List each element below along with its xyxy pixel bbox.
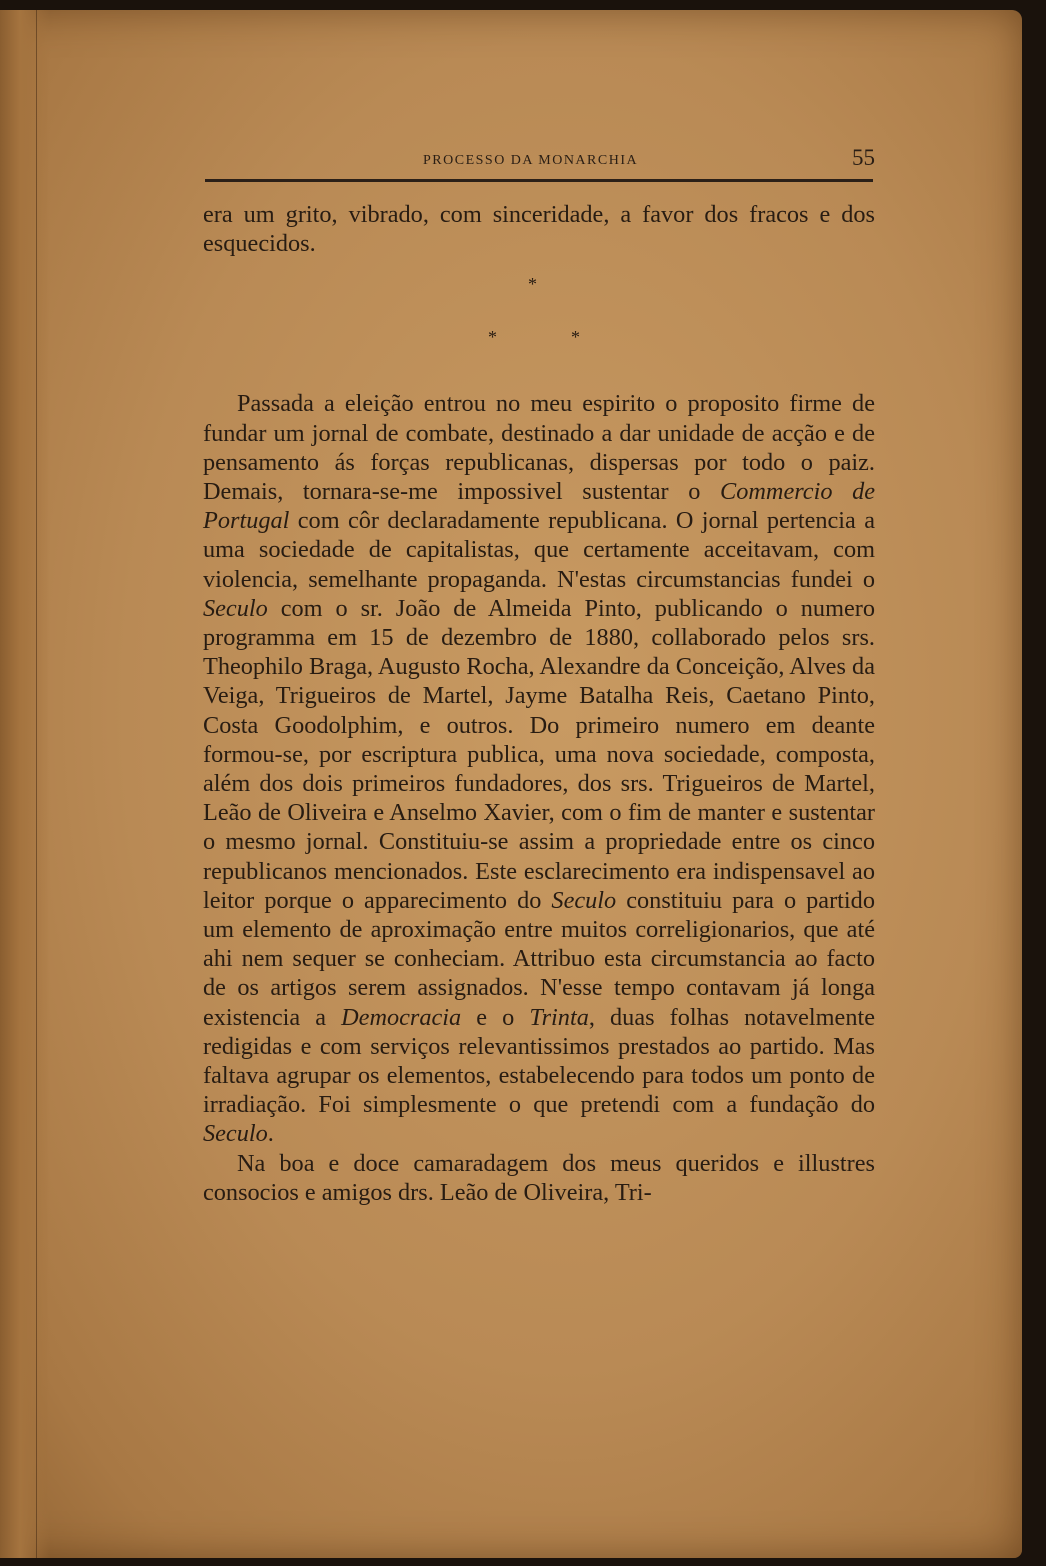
italic-title: Commercio de Portugal [203,478,875,535]
italic-title: Seculo [203,1120,268,1148]
paragraph-main [203,389,875,1148]
gutter-fold-line [36,10,37,1558]
text-run: Passada a eleição entrou no meu espirito o proposito firme de fundar um jornal de combate, destinado a dar unidade de acção e de pensamento ás forças republicanas, dispersas por todo o paiz. Demais, tornara-se-me impossivel sustentar o [203,390,875,506]
asterisk-left: * [488,327,497,348]
text-run: e o [461,1003,530,1031]
paragraph-continuation: era um grito, vibrado, com sinceridade, a favor dos fracos e dos esquecidos. [203,201,875,258]
paragraph-final: Na boa e doce camaradagem dos meus queridos e illustres consocios e amigos drs. Leão de Oliveira, Tri- [203,1149,875,1206]
header-rule [205,179,873,182]
text-run: , duas folhas notavelmente redigidas e com serviços relevantissimos prestados ao partido. Mas faltava agrupar os elementos, estabelecendo para todos um ponto de irradiação. Foi simplesmente o que pretendi com a fundação do [203,1003,875,1119]
italic-title: Trinta [529,1003,589,1031]
asterism-separator [203,258,875,389]
italic-title: Seculo [203,594,268,622]
text-run: . [267,1120,274,1148]
italic-title: Democracia [341,1003,462,1031]
text-run: com côr declaradamente republicana. O jornal pertencia a uma sociedade de capitalistas, que certamente acceitavam, com violencia, semelhante propaganda. N'estas circumstancias fundei o [203,507,875,593]
body-text [203,200,875,1207]
page-number: 55 [852,145,875,170]
page-gutter [0,10,50,1558]
text-run: constituiu para o partido um elemento de aproximação entre muitos correligionarios, que até ahi nem sequer se conheciam. Attribuo esta circumstancia ao facto de os artigos serem assignados. N'esse tempo contavam já longa existencia a [203,886,875,1031]
page-header [205,143,875,173]
running-title: PROCESSO DA MONARCHIA [423,153,639,168]
italic-title: Seculo [551,886,617,914]
asterisk-right: * [571,327,580,348]
text-run: com o sr. João de Almeida Pinto, publicando o numero programma em 15 de dezembro de 1880, collaborado pelos srs. Theophilo Braga, Augusto Rocha, Alexandre da Conceição, Alves da Veiga, Trigueiros de Martel, Jayme Batalha Reis, Caetano Pinto, Costa Goodolphim, e outros. Do primeiro numero em deante formou-se, por escriptura publica, uma nova sociedade, composta, além dos dois primeiros fundadores, dos srs. Trigueiros de Martel, Leão de Oliveira e Anselmo Xavier, com o fim de manter e sustentar o mesmo jornal. Constituiu-se assim a propriedade entre os cinco republicanos mencionados. Este esclarecimento era indispensavel ao leitor porque o apparecimento do [203,594,875,914]
asterisk-top: * [528,274,537,295]
